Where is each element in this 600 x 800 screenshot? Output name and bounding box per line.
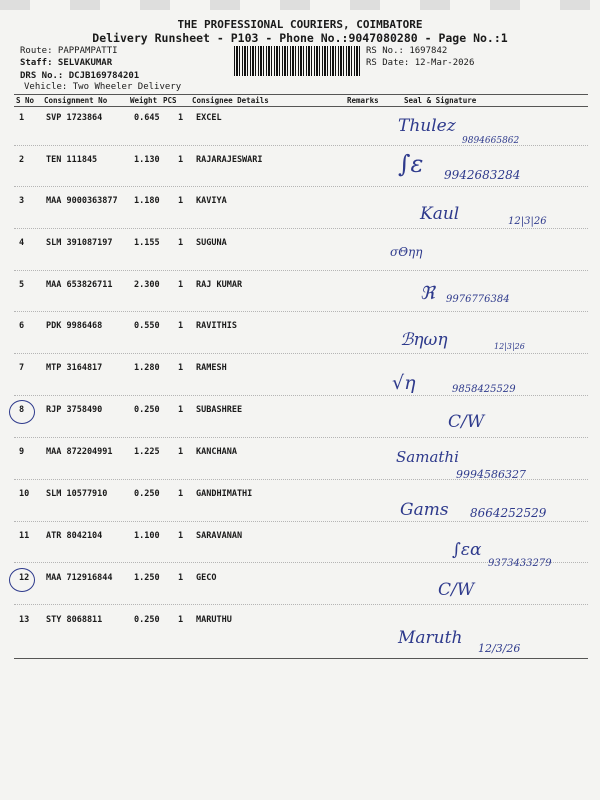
row-consignee: RAJ KUMAR [196,280,243,290]
handwritten-note: C/W [438,580,475,600]
row-consignee: SARAVANAN [196,531,243,541]
scan-edge-band [0,0,600,10]
row-pcs: 1 [178,113,184,123]
table-row [0,196,600,210]
row-pcs: 1 [178,238,184,248]
table-row [0,238,600,252]
col-sno: S No [16,96,35,105]
row-consignment: ATR 8042104 [46,531,103,541]
row-weight: 0.250 [134,405,160,415]
handwritten-phone: 9976776384 [446,294,510,305]
table-row [0,321,600,335]
row-weight: 1.180 [134,196,160,206]
row-consignee: RAVITHIS [196,321,237,331]
row-consignee: SUGUNA [196,238,227,248]
row-weight: 1.100 [134,531,160,541]
col-remarks: Remarks [347,96,379,105]
table-row [0,405,600,419]
handwritten-phone: 9994586327 [456,468,526,481]
rs-number: RS No.: 1697842 [366,46,448,56]
signature-scribble: ℜ [420,283,435,304]
row-separator [14,311,588,312]
signature-scribble: ∫εα [452,540,482,560]
row-sno: 7 [19,363,25,373]
signature-scribble: √η [392,372,416,394]
row-separator [14,437,588,438]
handwritten-phone: 9894665862 [462,136,520,146]
rs-date: RS Date: 12-Mar-2026 [366,58,475,68]
row-sno: 12 [19,573,30,583]
handwritten-date: 12|3|26 [508,216,547,227]
row-weight: 1.130 [134,155,160,165]
row-pcs: 1 [178,531,184,541]
row-consignee: KANCHANA [196,447,237,457]
row-sno: 9 [19,447,25,457]
row-sno: 2 [19,155,25,165]
row-consignee: KAVIYA [196,196,227,206]
handwritten-date: 12/3/26 [478,642,521,655]
signature-scribble: σΘηη [390,245,423,259]
row-separator [14,353,588,354]
row-pcs: 1 [178,573,184,583]
row-consignment: SVP 1723864 [46,113,103,123]
row-consignee: MARUTHU [196,615,232,625]
staff-label: Staff: SELVAKUMAR [20,58,113,68]
row-pcs: 1 [178,489,184,499]
signature: Thulez [398,116,456,136]
row-consignment: MAA 9000363877 [46,196,118,206]
handwritten-phone: 9942683284 [444,168,521,182]
drs-number: DRS No.: DCJB169784201 [20,71,140,81]
circle-mark [9,568,35,592]
row-pcs: 1 [178,321,184,331]
table-row [0,113,600,127]
col-signature: Seal & Signature [404,96,477,105]
row-sno: 5 [19,280,25,290]
table-row [0,615,600,629]
table-row [0,155,600,169]
row-sno: 4 [19,238,25,248]
company-title: THE PROFESSIONAL COURIERS, COIMBATORE [177,18,423,31]
row-separator [14,521,588,522]
handwritten-phone: 9858425529 [452,384,516,395]
row-weight: 0.550 [134,321,160,331]
row-weight: 0.645 [134,113,160,123]
row-consignee: EXCEL [196,113,222,123]
row-consignee: GANDHIMATHI [196,489,253,499]
row-consignee: RAJARAJESWARI [196,155,263,165]
row-consignment: MAA 872204991 [46,447,113,457]
row-sno: 11 [19,531,30,541]
handwritten-phone: 9373433279 [488,558,552,569]
row-consignment: SLM 391087197 [46,238,113,248]
row-separator [14,395,588,396]
barcode [234,46,362,76]
row-pcs: 1 [178,155,184,165]
row-consignment: MTP 3164817 [46,363,103,373]
row-pcs: 1 [178,447,184,457]
col-consignee: Consignee Details [192,96,269,105]
table-row [0,573,600,587]
row-weight: 0.250 [134,615,160,625]
table-row [0,489,600,503]
circle-mark [9,400,35,424]
handwritten-date: 12|3|26 [494,342,525,351]
route-label: Route: PAPPAMPATTI [20,46,118,56]
header-top-rule [14,94,588,95]
row-sno: 10 [19,489,30,499]
signature-scribble: ℬηωη [400,330,448,350]
signature: Kaul [420,204,460,224]
runsheet-subtitle: Delivery Runsheet - P103 - Phone No.:9047080280 - Page No.:1 [92,31,508,45]
handwritten-phone: 8664252529 [470,506,547,520]
row-separator [14,604,588,605]
row-pcs: 1 [178,280,184,290]
row-weight: 1.155 [134,238,160,248]
row-pcs: 1 [178,196,184,206]
row-separator [14,228,588,229]
row-consignee: SUBASHREE [196,405,243,415]
row-consignment: RJP 3758490 [46,405,103,415]
row-consignment: MAA 712916844 [46,573,113,583]
signature-scribble: ∫ε [398,150,424,178]
row-consignment: STY 8068811 [46,615,103,625]
handwritten-note: C/W [448,412,485,432]
table-row [0,447,600,461]
row-consignment: PDK 9986468 [46,321,103,331]
row-sno: 1 [19,113,25,123]
signature: Maruth [398,628,463,648]
table-bottom-rule [14,658,588,659]
col-consignment: Consignment No [44,96,108,105]
row-consignee: RAMESH [196,363,227,373]
row-sno: 8 [19,405,25,415]
table-row [0,280,600,294]
row-weight: 2.300 [134,280,160,290]
row-sno: 13 [19,615,30,625]
row-pcs: 1 [178,405,184,415]
row-weight: 1.280 [134,363,160,373]
row-weight: 0.250 [134,489,160,499]
col-weight: Weight [130,96,158,105]
row-separator [14,186,588,187]
col-pcs: PCS [163,96,177,105]
row-consignment: SLM 10577910 [46,489,108,499]
row-consignment: TEN 111845 [46,155,98,165]
row-sno: 3 [19,196,25,206]
row-pcs: 1 [178,363,184,373]
row-separator [14,270,588,271]
table-row [0,363,600,377]
row-weight: 1.225 [134,447,160,457]
row-consignment: MAA 653826711 [46,280,113,290]
row-weight: 1.250 [134,573,160,583]
row-pcs: 1 [178,615,184,625]
vehicle-label: Vehicle: Two Wheeler Delivery [24,82,182,92]
row-sno: 6 [19,321,25,331]
signature: Samathi [396,448,459,466]
header-bottom-rule [14,106,588,107]
signature: Gams [400,500,449,520]
table-row [0,531,600,545]
row-consignee: GECO [196,573,217,583]
